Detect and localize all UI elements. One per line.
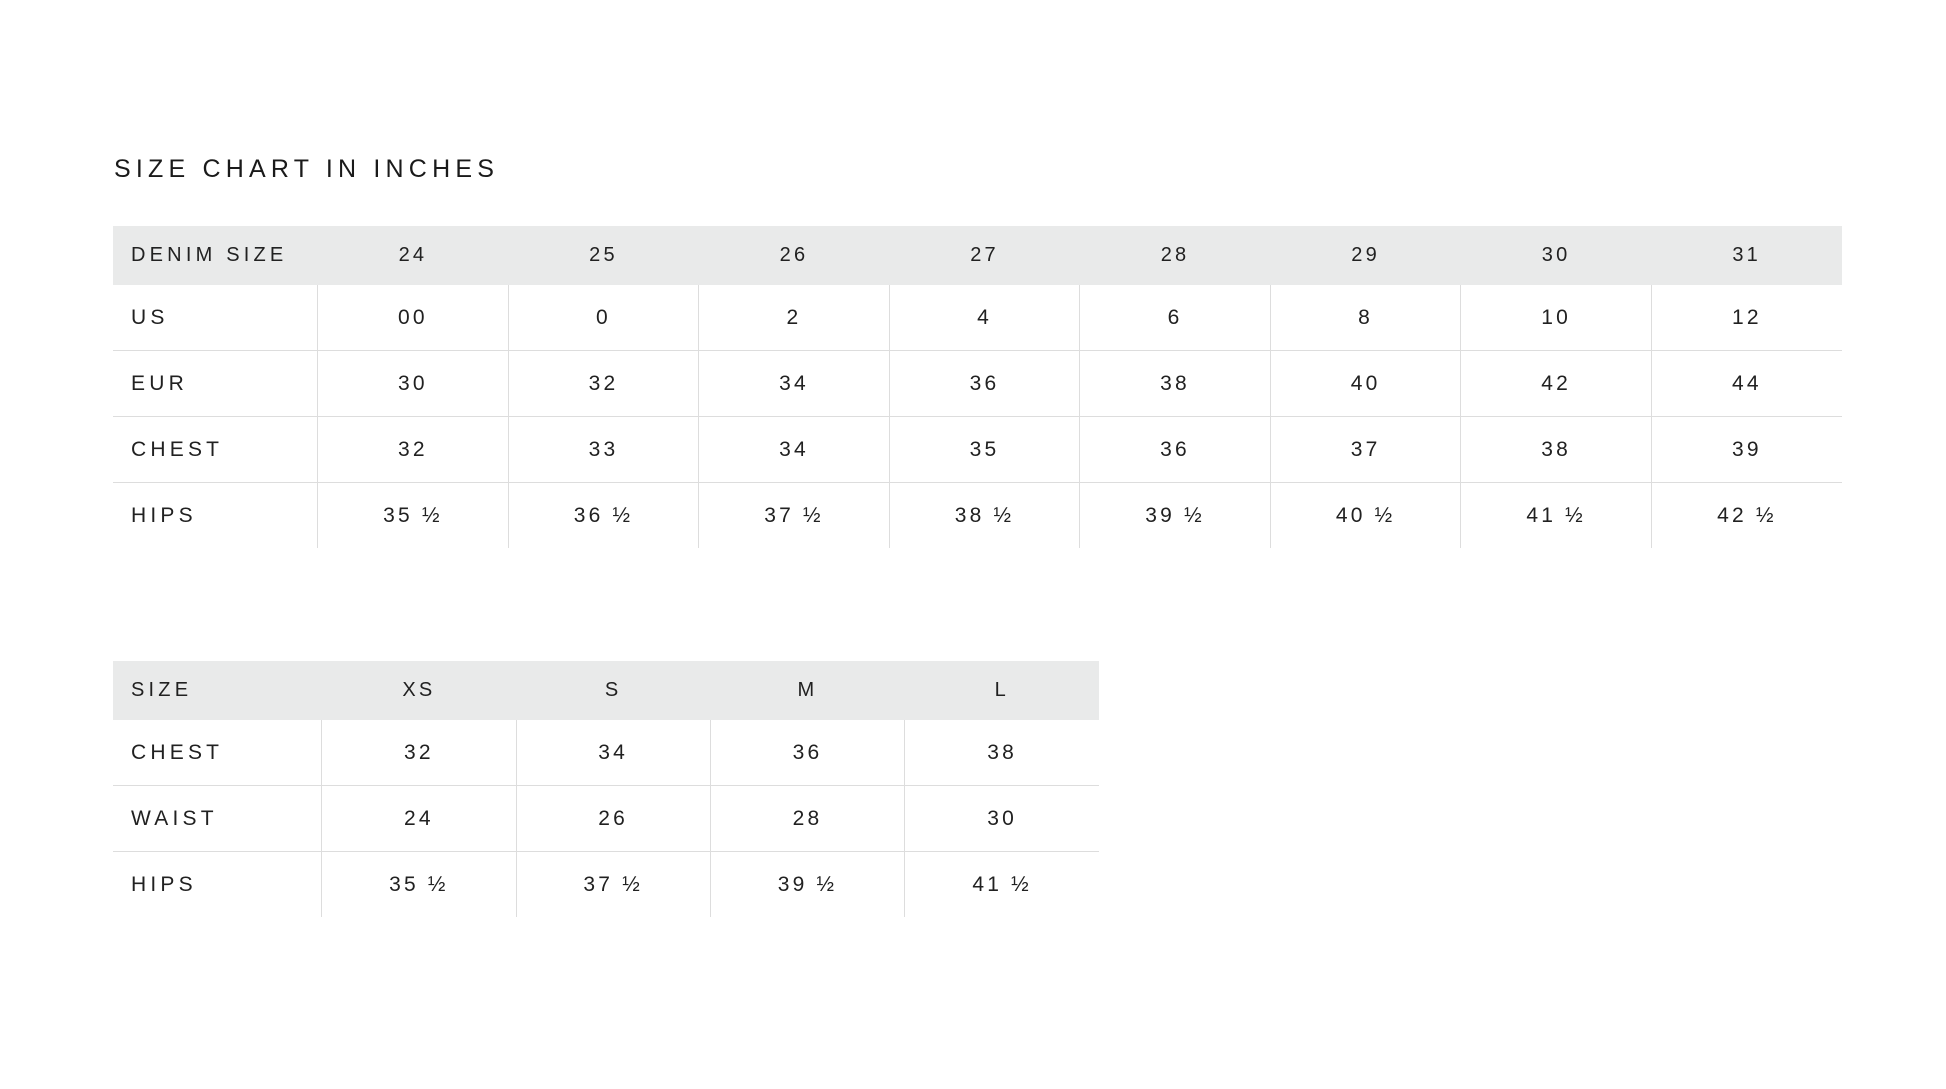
column-header: 28 — [1080, 226, 1271, 285]
table-cell: 39 ½ — [1080, 483, 1271, 549]
table-cell: 4 — [889, 285, 1080, 351]
column-header: SIZE — [113, 661, 322, 720]
row-label: CHEST — [113, 720, 322, 786]
table-cell: 2 — [699, 285, 890, 351]
table-row — [113, 786, 1099, 852]
table-cell: 36 — [710, 720, 904, 786]
table-cell: 26 — [516, 786, 710, 852]
table-header-row — [113, 226, 1842, 285]
column-header: 24 — [318, 226, 509, 285]
table-cell: 37 — [1270, 417, 1461, 483]
table-cell: 38 — [1461, 417, 1652, 483]
row-label: EUR — [113, 351, 318, 417]
table-cell: 38 — [905, 720, 1099, 786]
table-row — [113, 417, 1842, 483]
table-cell: 10 — [1461, 285, 1652, 351]
row-label: HIPS — [131, 503, 197, 527]
column-header: 25 — [508, 226, 699, 285]
table-cell: 12 — [1651, 285, 1842, 351]
table-cell: 24 — [322, 786, 516, 852]
table-cell: 35 ½ — [322, 852, 516, 918]
table-cell: 32 — [318, 417, 509, 483]
row-label: HIPS — [131, 872, 197, 896]
table-cell: 38 ½ — [889, 483, 1080, 549]
column-header: XS — [322, 661, 516, 720]
denim-size-table — [113, 226, 1842, 548]
column-header: 27 — [889, 226, 1080, 285]
table-row — [113, 852, 1099, 918]
table-cell: 00 — [318, 285, 509, 351]
table-row — [113, 483, 1842, 549]
table-cell: 0 — [508, 285, 699, 351]
row-label: US — [113, 285, 318, 351]
column-header: 30 — [1461, 226, 1652, 285]
table-cell: 34 — [699, 351, 890, 417]
table-cell: 38 — [1080, 351, 1271, 417]
column-header: L — [905, 661, 1099, 720]
table-cell: 40 ½ — [1270, 483, 1461, 549]
table-row — [113, 720, 1099, 786]
row-label: CHEST — [113, 417, 318, 483]
table-cell: 39 — [1651, 417, 1842, 483]
alpha-size-table — [113, 661, 1099, 917]
table-cell: 42 ½ — [1651, 483, 1842, 549]
table-cell: 35 — [889, 417, 1080, 483]
table-cell: 36 — [1080, 417, 1271, 483]
table-cell: 33 — [508, 417, 699, 483]
table-header-row — [113, 661, 1099, 720]
row-label: WAIST — [113, 786, 322, 852]
table-cell: 36 ½ — [508, 483, 699, 549]
table-row — [113, 351, 1842, 417]
table-cell: 30 — [905, 786, 1099, 852]
table-cell: 32 — [322, 720, 516, 786]
table-cell: 8 — [1270, 285, 1461, 351]
table-cell: 41 ½ — [905, 852, 1099, 918]
table-cell: 34 — [516, 720, 710, 786]
table-cell: 34 — [699, 417, 890, 483]
table-cell: 42 — [1461, 351, 1652, 417]
column-header: 29 — [1270, 226, 1461, 285]
table-cell: 28 — [710, 786, 904, 852]
table-cell: 32 — [508, 351, 699, 417]
column-header: DENIM SIZE — [113, 226, 318, 285]
table-cell: 37 ½ — [516, 852, 710, 918]
table-row — [113, 285, 1842, 351]
table-cell: 30 — [318, 351, 509, 417]
table-cell: 35 ½ — [318, 483, 509, 549]
column-header: M — [710, 661, 904, 720]
table-cell: 36 — [889, 351, 1080, 417]
page-title: SIZE CHART IN INCHES — [114, 155, 500, 183]
column-header: 26 — [699, 226, 890, 285]
table-cell: 41 ½ — [1461, 483, 1652, 549]
table-cell: 39 ½ — [710, 852, 904, 918]
table-cell: 40 — [1270, 351, 1461, 417]
table-cell: 37 ½ — [699, 483, 890, 549]
table-cell: 44 — [1651, 351, 1842, 417]
column-header: 31 — [1651, 226, 1842, 285]
table-cell: 6 — [1080, 285, 1271, 351]
column-header: S — [516, 661, 710, 720]
